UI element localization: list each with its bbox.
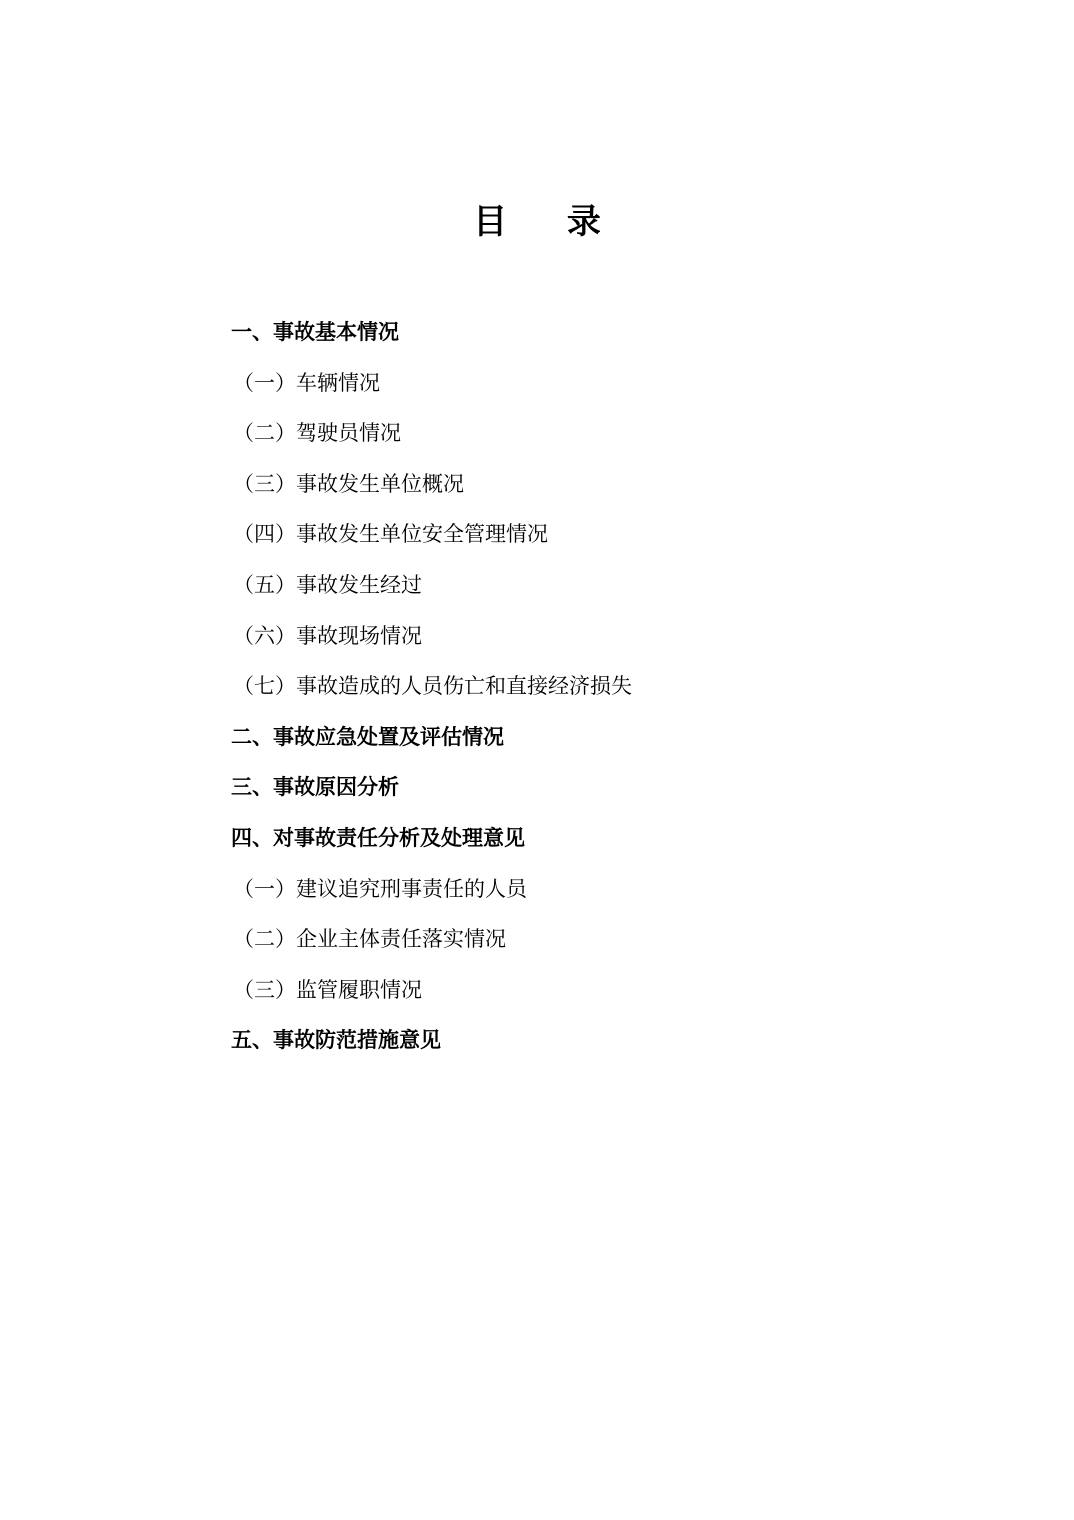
toc-subsection-4-2: （二）企业主体责任落实情况	[233, 927, 506, 952]
toc-section-4: 四、对事故责任分析及处理意见	[231, 825, 525, 850]
toc-subsection-1-2: （二）驾驶员情况	[233, 421, 401, 446]
toc-subsection-4-1: （一）建议追究刑事责任的人员	[233, 876, 527, 901]
toc-subsection-1-5: （五）事故发生经过	[233, 572, 422, 597]
toc-subsection-1-6: （六）事故现场情况	[233, 623, 422, 648]
toc-section-1: 一、事故基本情况	[231, 320, 399, 344]
toc-subsection-1-7: （七）事故造成的人员伤亡和直接经济损失	[233, 674, 632, 699]
toc-subsection-1-4: （四）事故发生单位安全管理情况	[233, 522, 548, 547]
toc-section-5: 五、事故防范措施意见	[231, 1028, 441, 1053]
toc-subsection-1-1: （一）车辆情况	[233, 370, 380, 395]
toc-section-2: 二、事故应急处置及评估情况	[231, 724, 504, 749]
table-of-contents	[231, 312, 931, 1071]
toc-section-3: 三、事故原因分析	[231, 775, 399, 800]
toc-subsection-4-3: （三）监管履职情况	[233, 977, 422, 1002]
toc-title: 目 录	[473, 202, 625, 242]
toc-subsection-1-3: （三）事故发生单位概况	[233, 471, 464, 496]
